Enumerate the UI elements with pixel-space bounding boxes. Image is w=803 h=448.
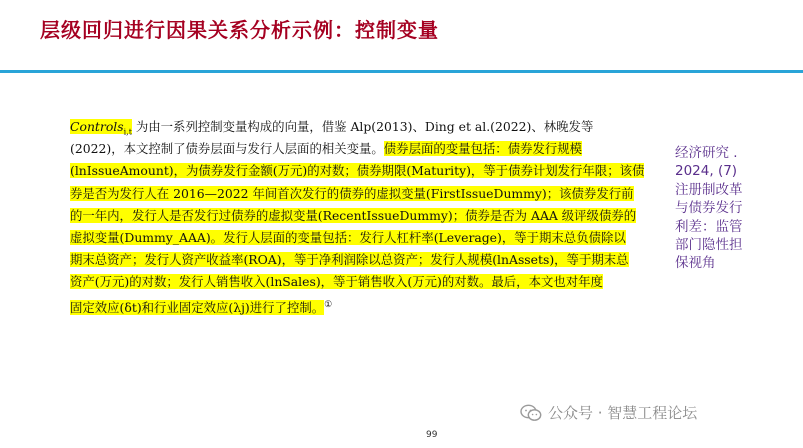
excerpt-line-1: Controls$_{i,t}$ 为由一系列控制变量构成的向量，借鉴 Alp(2013)、Ding et al.(2022)、林晚发等 [70, 119, 594, 137]
excerpt-line-5: 的一年内，发行人是否发行过债券的虚拟变量(RecentIssueDummy)；债券是否为 AAA 级评级债券的 [70, 207, 637, 223]
citation-note [675, 144, 793, 273]
excerpt-line-7: 期末总资产；发行人资产收益率(ROA)，等于净利润除以总资产；发行人规模(lnAssets)，等于期末总 [70, 252, 629, 268]
wechat-watermark [520, 402, 697, 423]
citation-line: 利差：监管 [675, 218, 743, 235]
excerpt-line-2: (2022)，本文控制了债券层面与发行人层面的相关变量。债券层面的变量包括：债券发行规模 [70, 141, 583, 157]
citation-line: 2024, (7) [675, 163, 738, 180]
watermark-text: 公众号 · 智慧工程论坛 [548, 404, 698, 422]
title-divider [0, 70, 803, 73]
excerpt-line-9: 固定效应(δt)和行业固定效应(λj)进行了控制。① [70, 299, 333, 315]
citation-line: 保视角 [675, 255, 716, 272]
citation-line: 与债券发行 [675, 200, 743, 217]
excerpt-line-4: 券是否为发行人在 2016—2022 年间首次发行的债券的虚拟变量(FirstIssueDummy)；该债券发行前 [70, 185, 634, 201]
excerpt-line-6: 虚拟变量(Dummy_AAA)。发行人层面的变量包括：发行人杠杆率(Leverage)，等于期末总负债除以 [70, 229, 626, 245]
citation-line: 注册制改革 [675, 181, 743, 198]
slide-title: 层级回归进行因果关系分析示例：控制变量 [40, 18, 439, 42]
citation-line: 经济研究 . [675, 145, 738, 161]
citation-line: 部门隐性担 [675, 237, 743, 254]
excerpt-line-8: 资产(万元)的对数；发行人销售收入(lnSales)，等于销售收入(万元)的对数。最后，本文也对年度 [70, 274, 603, 290]
footnote-marker[interactable]: ① [324, 299, 333, 310]
page-number: 99 [426, 430, 438, 440]
excerpt-line-3: (lnIssueAmount)，为债券发行金额(万元)的对数；债券期限(Maturity)，等于债券计划发行年限；该债 [70, 163, 645, 179]
controls-symbol: Controls [70, 119, 124, 134]
wechat-icon [520, 404, 542, 422]
paper-excerpt [70, 116, 658, 316]
